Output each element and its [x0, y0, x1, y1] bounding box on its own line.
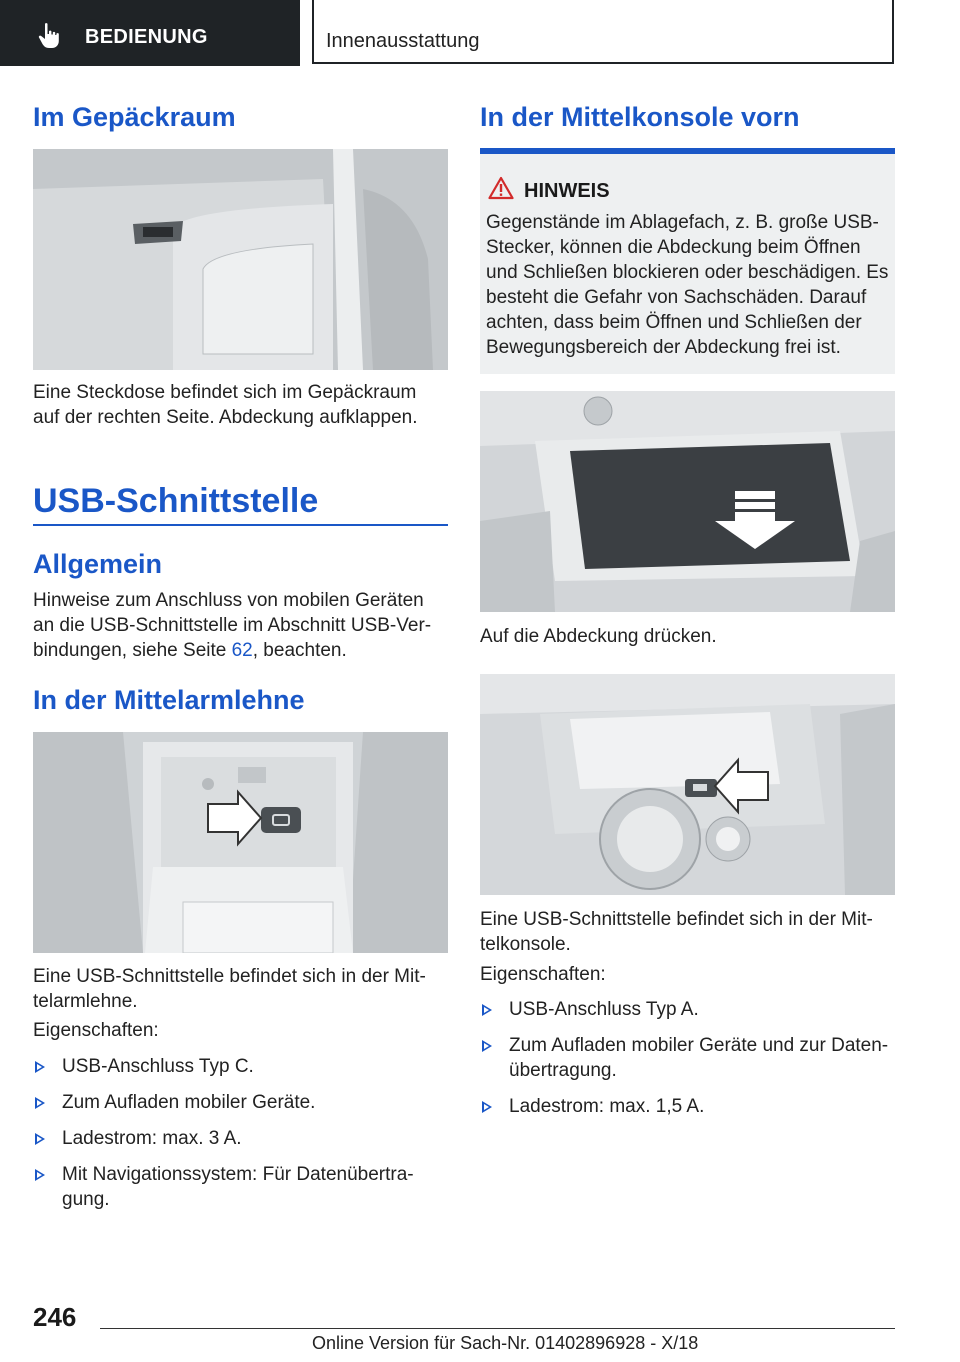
notice-title: HINWEIS [524, 180, 610, 202]
bullet-list-left [33, 1054, 448, 1212]
heading-allgemein: Allgemein [33, 549, 163, 579]
text-allgemein: Hinweise zum Anschluss von mobilen Geräten an die USB-Schnittstelle im Abschnitt USB-Ver‐ bindungen, siehe Seite 62, beachten. [33, 590, 432, 661]
list-item: Ladestrom: max. 3 A. [33, 1126, 448, 1151]
text-gepaeckraum: Eine Steckdose befindet sich im Gepäckraum auf der rechten Seite. Abdeckung aufklappen. [33, 382, 418, 428]
list-item: Mit Navigationssystem: Für Datenübertra‐ gung. [33, 1162, 448, 1212]
label-eigenschaften-left: Eigenschaften: [33, 1020, 159, 1041]
heading-usb-schnittstelle: USB-Schnittstelle [33, 482, 448, 526]
chapter-title: Innenausstattung [326, 30, 480, 52]
text-mittelarmlehne: Eine USB-Schnittstelle befindet sich in der Mit‐ telarmlehne. [33, 966, 426, 1012]
heading-gepaeckraum: Im Gepäckraum [33, 102, 236, 132]
label-eigenschaften-right: Eigenschaften: [480, 964, 606, 985]
notice-text: Gegenstände im Ablagefach, z. B. große USB-Stecker, können die Abdeckung beim Öffnen und Schließen blockieren oder beschädigen. Es besteht die Gefahr von Sachschäden. Darauf achten, dass beim Öffnen und Schließen der Bewegungsbereich der Abdeckung frei ist. [486, 212, 889, 358]
armrest-usb-image [33, 732, 448, 953]
triangle-bullet-icon [35, 1169, 45, 1181]
list-item: Zum Aufladen mobiler Geräte. [33, 1090, 448, 1115]
footer-text: Online Version für Sach-Nr. 01402896928 - X/18 [312, 1333, 699, 1353]
text-druecken: Auf die Abdeckung drücken. [480, 626, 717, 647]
page-number: 246 [33, 1302, 77, 1332]
bullet-list-right [480, 997, 895, 1119]
list-item: Zum Aufladen mobiler Geräte und zur Daten‐ übertragung. [480, 1033, 895, 1083]
triangle-bullet-icon [35, 1097, 45, 1109]
list-item: Ladestrom: max. 1,5 A. [480, 1094, 895, 1119]
console-cover-image [480, 391, 895, 612]
triangle-bullet-icon [35, 1133, 45, 1145]
triangle-bullet-icon [35, 1061, 45, 1073]
page-link-62[interactable]: 62 [231, 640, 253, 661]
triangle-bullet-icon [482, 1101, 492, 1113]
console-usb-image [480, 674, 895, 895]
list-item: USB-Anschluss Typ A. [480, 997, 895, 1022]
header-section-tab [0, 0, 300, 66]
hand-pointer-icon [36, 22, 62, 50]
heading-mittelarmlehne: In der Mittelarmlehne [33, 685, 305, 715]
text-mittelkonsole: Eine USB-Schnittstelle befindet sich in der Mit‐ telkonsole. [480, 909, 873, 955]
trunk-socket-image [33, 149, 448, 370]
footer-rule [100, 1328, 895, 1329]
section-title: BEDIENUNG [85, 26, 208, 48]
triangle-bullet-icon [482, 1040, 492, 1052]
list-item: USB-Anschluss Typ C. [33, 1054, 448, 1079]
heading-mittelkonsole: In der Mittelkonsole vorn [480, 102, 800, 132]
notice-box [480, 148, 895, 374]
triangle-bullet-icon [482, 1004, 492, 1016]
warning-triangle-icon [488, 176, 514, 200]
